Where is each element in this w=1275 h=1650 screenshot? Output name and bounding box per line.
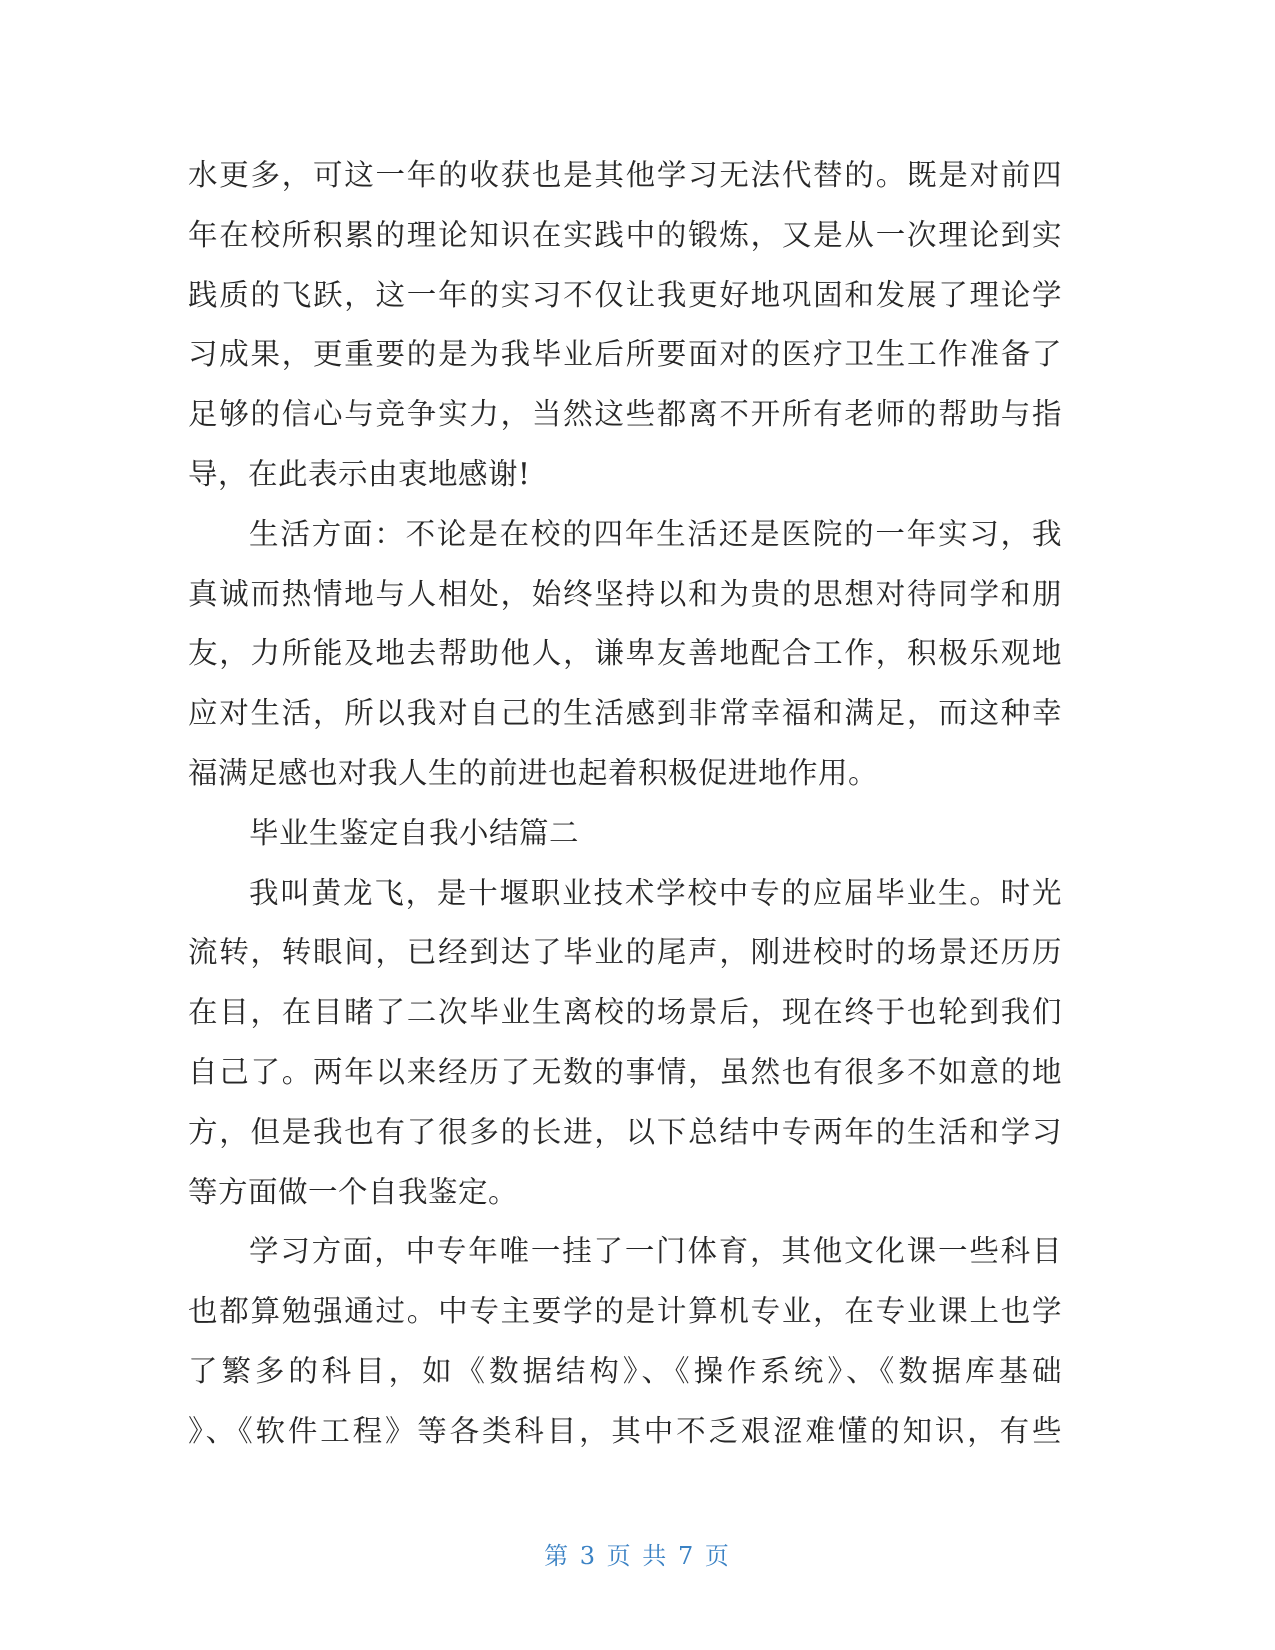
text-line: 应对生活，所以我对自己的生活感到非常幸福和满足，而这种幸	[188, 696, 1062, 731]
text-line: 水更多，可这一年的收获也是其他学习无法代替的。既是对前四	[188, 158, 1062, 192]
page-footer: 第 3 页 共 7 页	[544, 1542, 731, 1570]
text-line: 学习方面，中专年唯一挂了一门体育，其他文化课一些科目	[249, 1234, 1062, 1269]
text-line: 导，在此表示由衷地感谢!	[188, 456, 531, 491]
text-line: 生活方面：不论是在校的四年生活还是医院的一年实习，我	[249, 516, 1062, 551]
document-body	[188, 146, 1062, 1462]
text-line: 》、《软件工程》等各类科目，其中不乏艰涩难懂的知识，有些	[188, 1413, 1062, 1448]
text-line: 践质的飞跃，这一年的实习不仅让我更好地巩固和发展了理论学	[188, 277, 1062, 312]
text-line: 福满足感也对我人生的前进也起着积极促进地作用。	[188, 755, 879, 790]
text-line: 方，但是我也有了很多的长进，以下总结中专两年的生活和学习	[188, 1114, 1062, 1149]
text-line: 足够的信心与竞争实力，当然这些都离不开所有老师的帮助与指	[188, 397, 1062, 432]
text-line: 友，力所能及地去帮助他人，谦卑友善地配合工作，积极乐观地	[188, 636, 1062, 671]
text-line: 流转，转眼间，已经到达了毕业的尾声，刚进校时的场景还历历	[188, 935, 1062, 970]
text-line: 等方面做一个自我鉴定。	[188, 1174, 519, 1209]
text-line: 了繁多的科目，如《数据结构》、《操作系统》、《数据库基础	[188, 1353, 1062, 1388]
text-line: 习成果，更重要的是为我毕业后所要面对的医疗卫生工作准备了	[188, 337, 1062, 372]
text-line: 也都算勉强通过。中专主要学的是计算机专业，在专业课上也学	[188, 1294, 1062, 1329]
text-line: 在目，在目睹了二次毕业生离校的场景后，现在终于也轮到我们	[188, 995, 1062, 1030]
text-line: 真诚而热情地与人相处，始终坚持以和为贵的思想对待同学和朋	[188, 576, 1062, 611]
text-line: 年在校所积累的理论知识在实践中的锻炼，又是从一次理论到实	[188, 217, 1062, 252]
text-line: 自己了。两年以来经历了无数的事情，虽然也有很多不如意的地	[188, 1054, 1062, 1089]
text-line: 毕业生鉴定自我小结篇二	[249, 815, 580, 850]
text-line: 我叫黄龙飞，是十堰职业技术学校中专的应届毕业生。时光	[249, 875, 1062, 910]
